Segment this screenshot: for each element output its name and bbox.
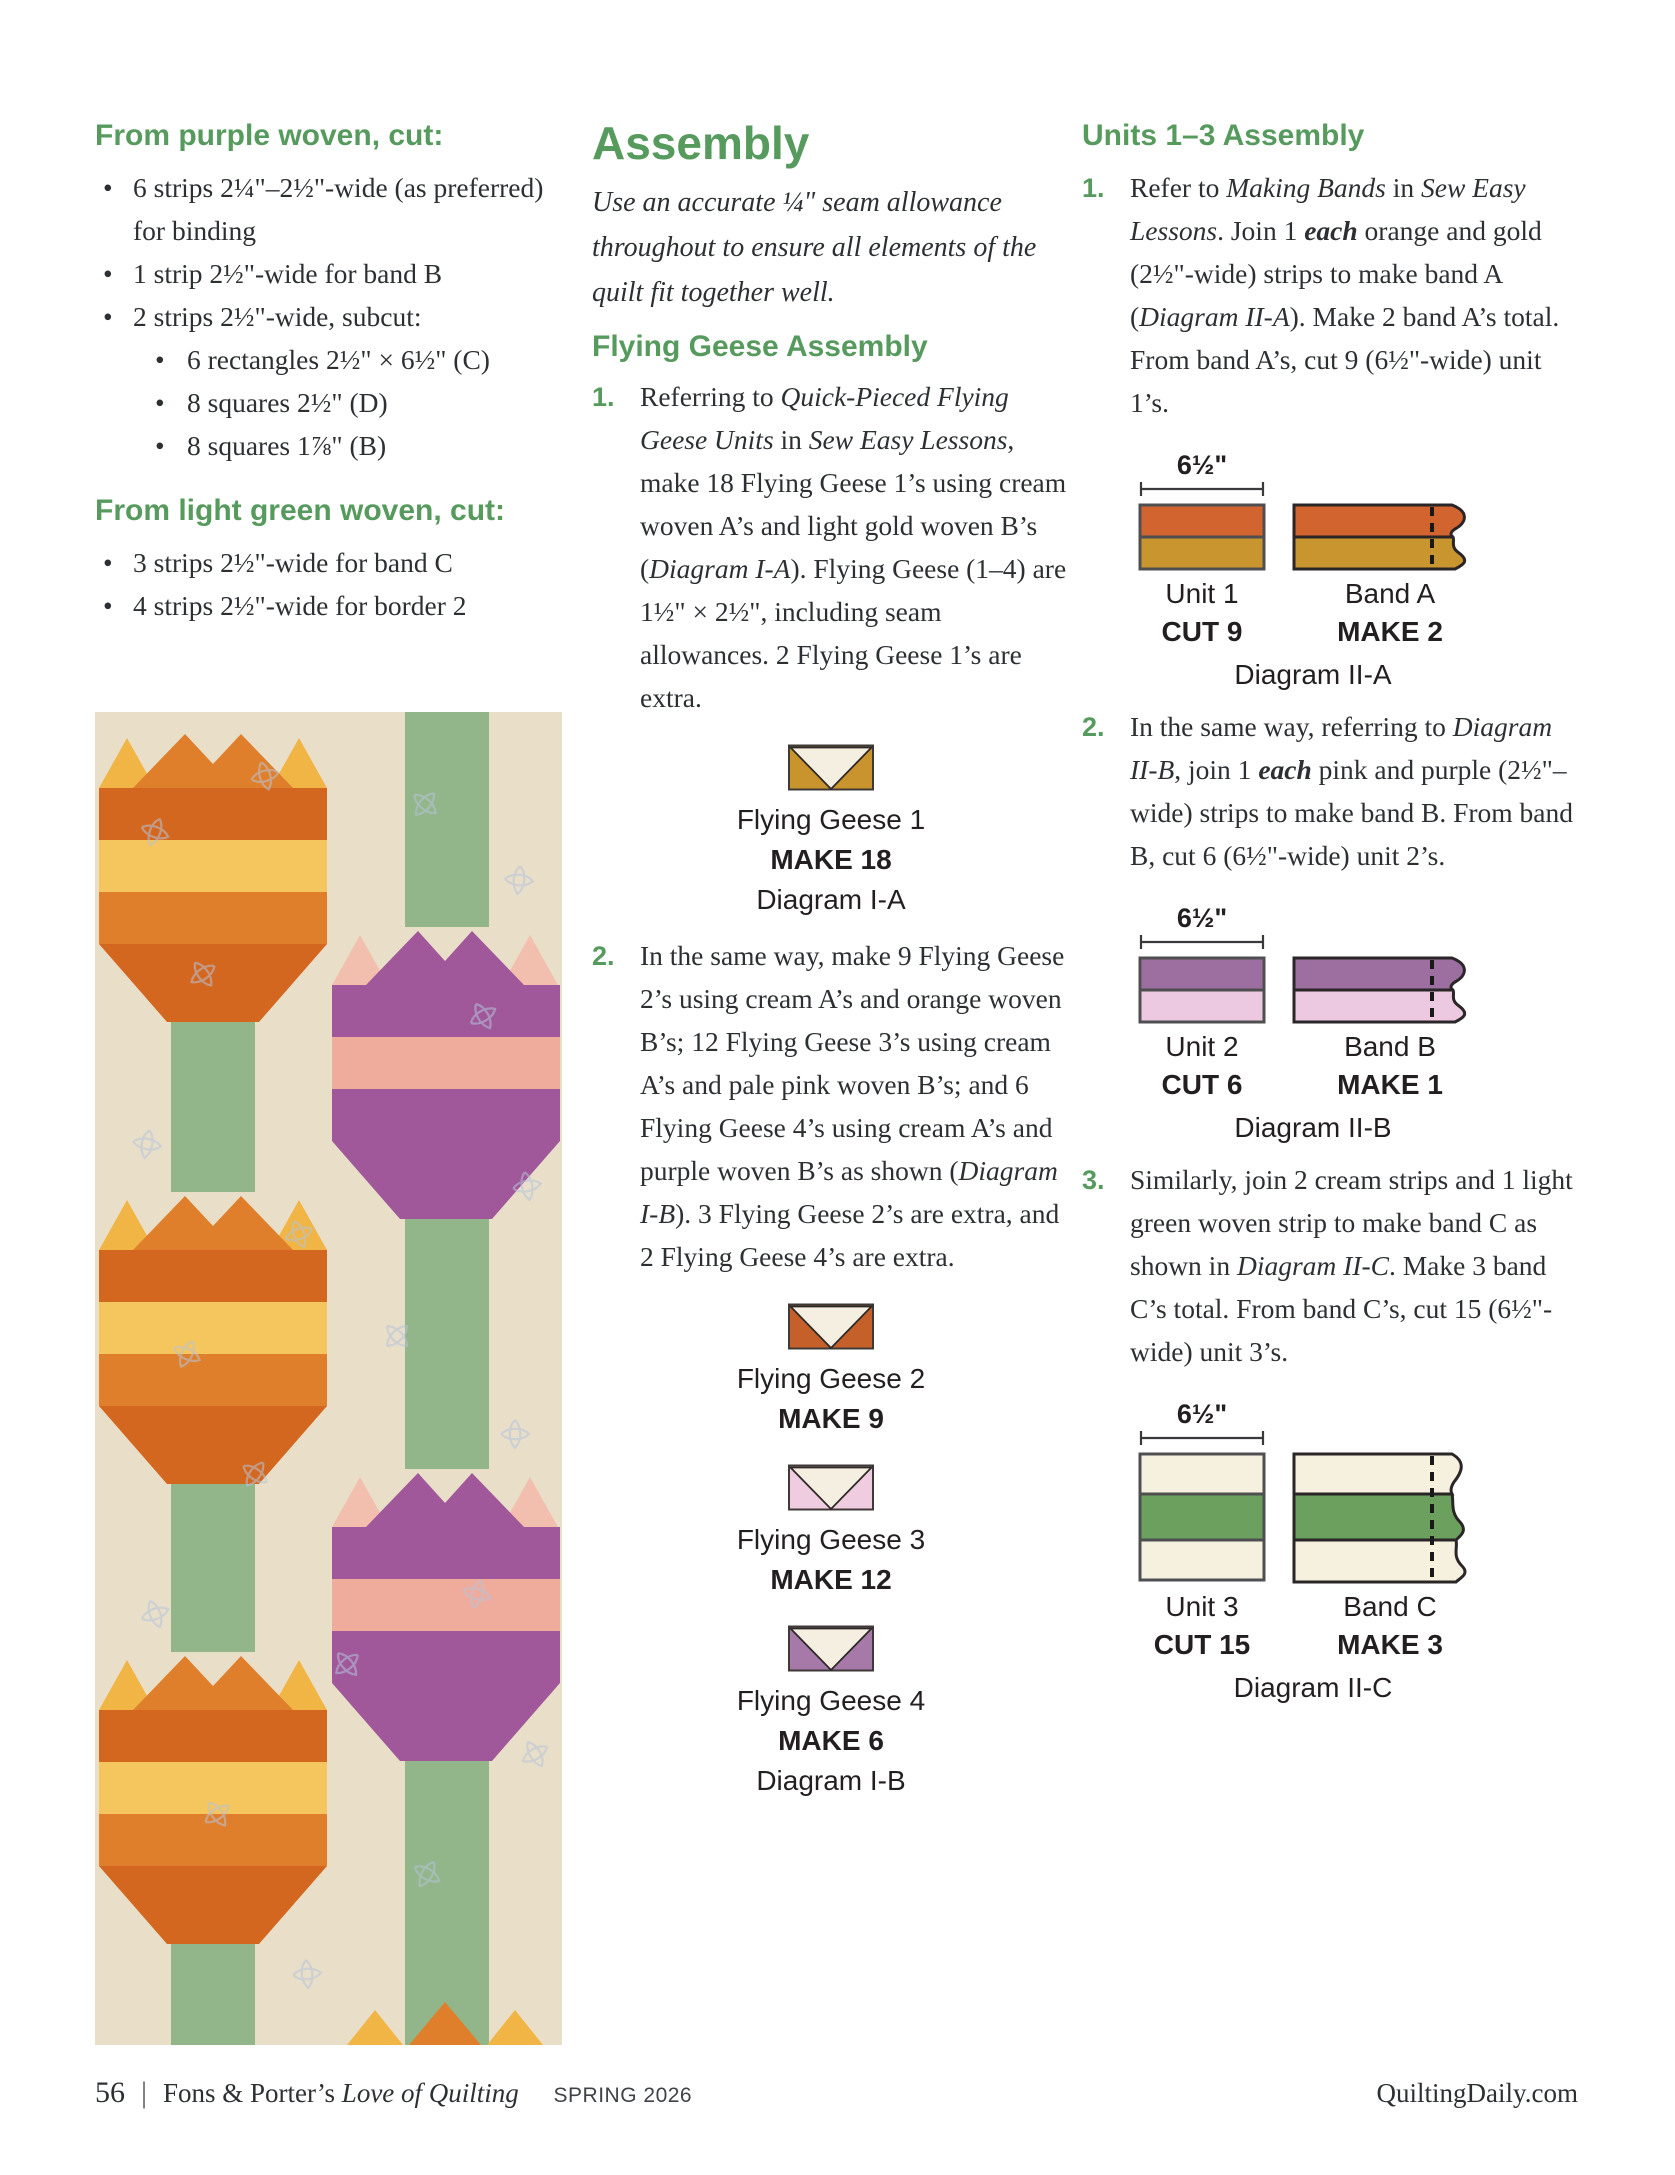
units-assembly-column (1082, 118, 1582, 1718)
step-number: 3. (1082, 1165, 1105, 1195)
quilt-detail-photo (95, 712, 562, 2045)
step-3 (1082, 1158, 1582, 1373)
flying-geese-2-diagram (592, 1302, 1070, 1439)
diagram-II-C (1138, 1399, 1582, 1704)
band-make-count: MAKE 2 (1337, 616, 1443, 647)
purple-tulip-block (332, 1473, 560, 1761)
step-number: 2. (592, 941, 615, 971)
diagram-caption: Diagram II-A (1234, 659, 1392, 690)
assembly-intro: Use an accurate ¼" seam allowance throughout to ensure all elements of the quilt fit together well. (592, 187, 1037, 308)
list-item: • 6 rectangles 2½" × 6½" (C) (95, 338, 565, 381)
section-heading-purple-woven: From purple woven, cut: (95, 119, 444, 152)
orange-tulip-block (99, 734, 327, 1022)
light-green-woven-cut-list (95, 541, 565, 627)
flying-geese-4-swatch (787, 1624, 875, 1673)
diagram-caption: Diagram II-B (1234, 1112, 1392, 1143)
band-A-swatch (1292, 503, 1488, 571)
fg-caption: Diagram I-B (756, 1765, 906, 1796)
step-1 (592, 375, 1070, 719)
quilt-photo-illustration (95, 712, 562, 2045)
unit-cut-count: CUT 15 (1153, 1629, 1251, 1660)
page-number: 56 (95, 2076, 125, 2109)
unit-cut-count: CUT 9 (1161, 616, 1243, 647)
band-label: Band A (1344, 578, 1436, 609)
step-1 (1082, 166, 1582, 424)
fg-label: Flying Geese 3 (736, 1524, 926, 1555)
assembly-title: Assembly (592, 117, 810, 169)
flying-geese-assembly-heading: Flying Geese Assembly (592, 330, 928, 363)
stem (405, 712, 489, 927)
list-item: • 3 strips 2½"-wide for band C (95, 541, 565, 584)
units-assembly-heading: Units 1–3 Assembly (1082, 119, 1365, 152)
footer-divider: | (141, 2076, 148, 2109)
unit-2-swatch (1138, 956, 1266, 1024)
list-item: • 4 strips 2½"-wide for border 2 (95, 584, 565, 627)
fg-make-count: MAKE 9 (778, 1403, 884, 1434)
page-footer (95, 2076, 1578, 2110)
band-B-swatch (1292, 956, 1488, 1024)
step-number: 1. (1082, 173, 1105, 203)
issue-season: SPRING 2026 (553, 2084, 693, 2107)
fg-caption: Diagram I-A (756, 884, 906, 915)
unit-3-swatch (1138, 1452, 1266, 1584)
dimension-label: 6½" (1176, 1399, 1228, 1429)
flying-geese-3-diagram (592, 1463, 1070, 1600)
unit-cut-count: CUT 6 (1161, 1069, 1243, 1100)
measure-line (1138, 480, 1266, 498)
step-text: In the same way, referring to Diagram II-B, join 1 each pink and purple (2½"–wide) strips to make band B. From band B, cut 6 (6½"-wide) unit 2’s. (1130, 711, 1573, 871)
band-C-swatch (1292, 1452, 1488, 1584)
step-text: Refer to Making Bands in Sew Easy Lessons. Join 1 each orange and gold (2½"-wide) strips to make band A (Diagram II-A). Make 2 band A’s total. From band A’s, cut 9 (6½"-wide) unit 1’s. (1130, 172, 1560, 418)
stem (171, 1484, 255, 1652)
step-number: 2. (1082, 712, 1105, 742)
band-label: Band B (1344, 1031, 1436, 1062)
stem (171, 1022, 255, 1192)
band-make-count: MAKE 3 (1337, 1629, 1443, 1660)
measure-line (1138, 933, 1266, 951)
step-2 (592, 934, 1070, 1278)
flying-geese-1-diagram (592, 743, 1070, 920)
step-text: Referring to Quick-Pieced Flying Geese Units in Sew Easy Lessons, make 18 Flying Geese 1’s using cream woven A’s and light gold woven B’s (Diagram I-A). Flying Geese (1–4) are 1½" × 2½", including seam allowances. 2 Flying Geese 1’s are extra. (640, 381, 1067, 713)
fg-make-count: MAKE 6 (778, 1725, 884, 1756)
flying-geese-4-diagram (592, 1624, 1070, 1801)
step-text: Similarly, join 2 cream strips and 1 light green woven strip to make band C as shown in Diagram II-C. Make 3 band C’s total. From band C’s, cut 15 (6½"-wide) unit 3’s. (1130, 1164, 1573, 1367)
dimension-label: 6½" (1176, 903, 1228, 933)
cutting-instructions-column (95, 118, 565, 633)
stem (171, 1944, 255, 2045)
magazine-title-italic: Love of Quilting (341, 2078, 519, 2108)
band-label: Band C (1343, 1591, 1437, 1622)
unit-label: Unit 1 (1165, 578, 1239, 609)
purple-woven-cut-list (95, 166, 565, 467)
list-item: • 6 strips 2¼"–2½"-wide (as preferred) for binding (95, 166, 565, 252)
fg-label: Flying Geese 1 (736, 804, 926, 835)
diagram-caption: Diagram II-C (1233, 1672, 1393, 1703)
assembly-column (592, 118, 1070, 1815)
unit-label: Unit 2 (1165, 1031, 1239, 1062)
flying-geese-3-swatch (787, 1463, 875, 1512)
diagram-II-B (1138, 903, 1582, 1144)
flying-geese-1-swatch (787, 743, 875, 792)
orange-tulip-block (99, 1656, 327, 1944)
footer-left (95, 2076, 692, 2110)
list-item: • 8 squares 2½" (D) (95, 381, 565, 424)
stem (405, 1761, 489, 2045)
step-number: 1. (592, 382, 615, 412)
flying-geese-2-swatch (787, 1302, 875, 1351)
dimension-label: 6½" (1176, 450, 1228, 480)
stem (405, 1219, 489, 1469)
list-item: • 2 strips 2½"-wide, subcut: (95, 295, 565, 338)
unit-label: Unit 3 (1165, 1591, 1239, 1622)
orange-tulip-block (99, 1196, 327, 1484)
website-url: QuiltingDaily.com (1376, 2078, 1578, 2108)
step-text: In the same way, make 9 Flying Geese 2’s using cream A’s and orange woven B’s; 12 Flying Geese 3’s using cream A’s and pale pink woven B’s; and 6 Flying Geese 4’s using cream A’s and purple woven B’s as shown (Diagram I-B). 3 Flying Geese 2’s are extra, and 2 Flying Geese 4’s are extra. (640, 940, 1065, 1272)
fg-make-count: MAKE 12 (770, 1564, 892, 1595)
magazine-title: Fons & Porter’s (163, 2078, 336, 2108)
list-item: • 1 strip 2½"-wide for band B (95, 252, 565, 295)
list-item: • 8 squares 1⅞" (B) (95, 424, 565, 467)
measure-line (1138, 1429, 1266, 1447)
band-make-count: MAKE 1 (1337, 1069, 1443, 1100)
purple-tulip-block (332, 931, 560, 1219)
step-2 (1082, 705, 1582, 877)
unit-1-swatch (1138, 503, 1266, 571)
section-heading-light-green-woven: From light green woven, cut: (95, 494, 506, 527)
diagram-II-A (1138, 450, 1582, 691)
fg-make-count: MAKE 18 (770, 844, 892, 875)
fg-label: Flying Geese 4 (736, 1685, 926, 1716)
fg-label: Flying Geese 2 (736, 1363, 926, 1394)
